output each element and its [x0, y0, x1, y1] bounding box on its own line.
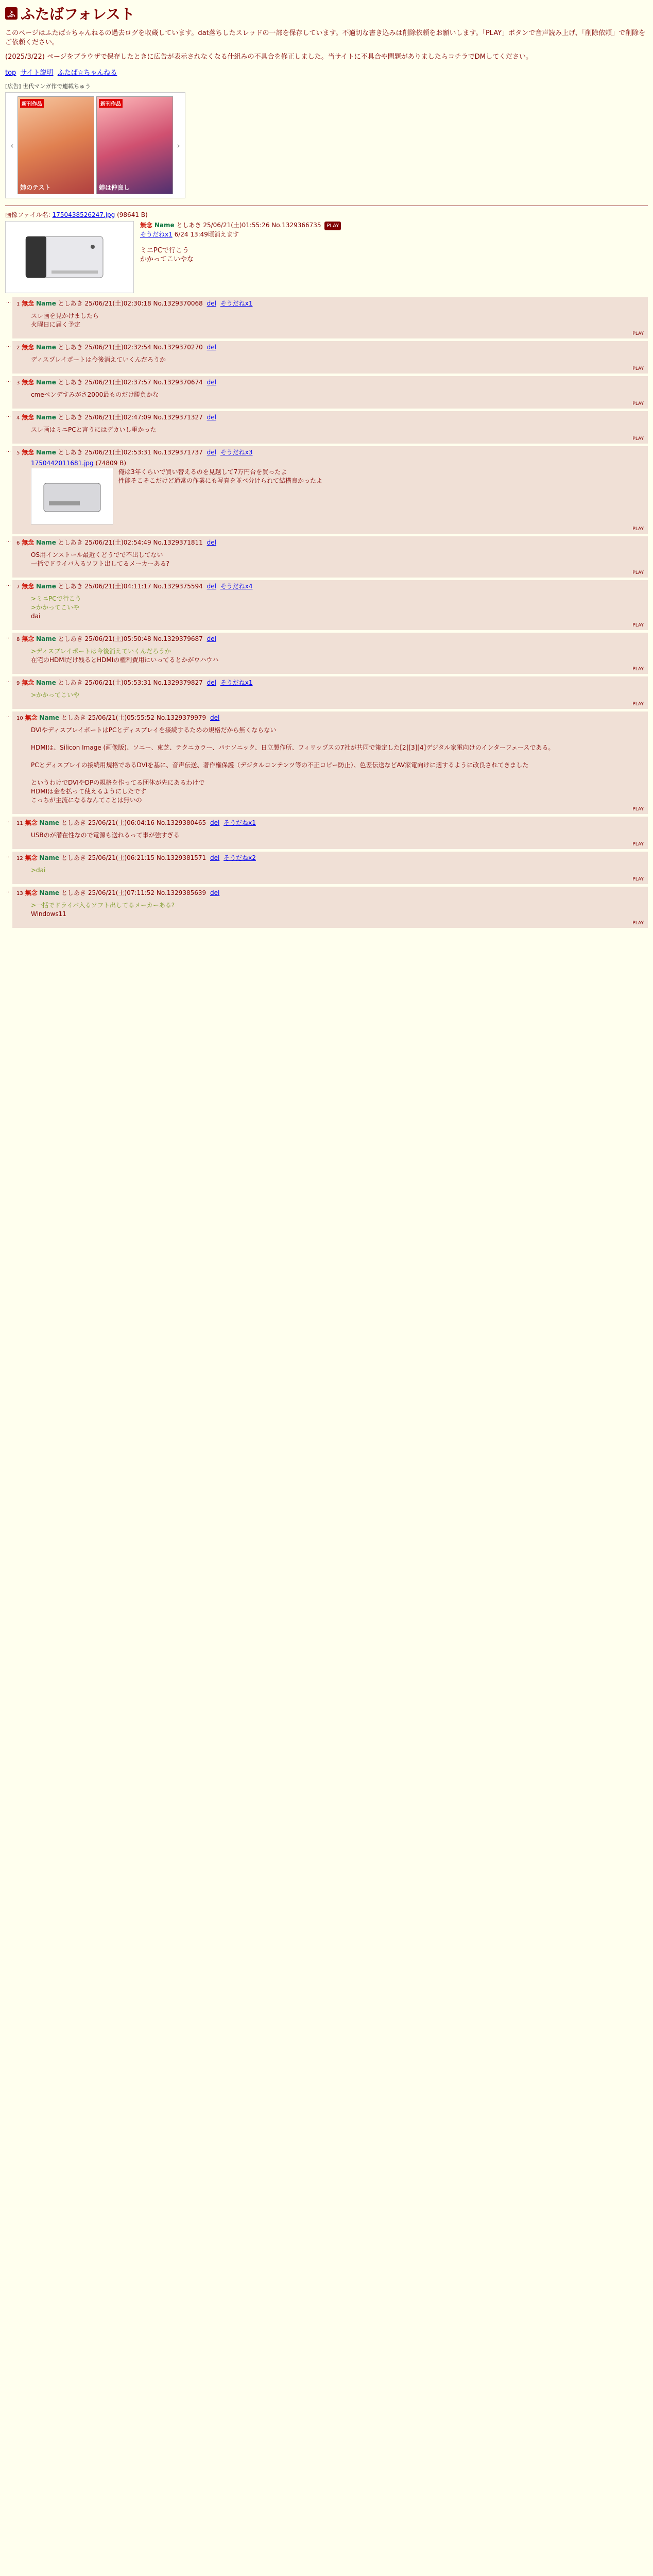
reply-poster: としあき	[61, 714, 87, 721]
reply-line: >一括でドライバ入るソフト出してるメーカーある?	[31, 902, 175, 909]
reply-line: cmeペンデすみがさ2000最ものだけ勝負かな	[31, 391, 159, 398]
reply-name: Name	[39, 854, 60, 861]
reply-subject: 無念	[22, 449, 35, 456]
reply-index: 5	[16, 450, 20, 456]
reply-post	[5, 711, 648, 814]
op-file-size: (98641 B)	[117, 211, 148, 218]
reply-file-info	[31, 460, 644, 467]
reply-post	[5, 676, 648, 709]
reply-line	[31, 752, 644, 761]
reply-body	[31, 726, 644, 805]
reply-number: No.1329370068	[153, 300, 203, 307]
reply-header	[16, 679, 644, 688]
reply-index: 11	[16, 821, 23, 826]
reply-number: No.1329371811	[153, 539, 203, 546]
reply-header	[16, 635, 644, 644]
delete-link[interactable]: del	[210, 889, 220, 896]
op-expiry: 6/24 13:49頃消えます	[174, 231, 239, 238]
reply-play-button[interactable]: PLAY	[632, 702, 644, 707]
delete-link[interactable]: del	[210, 819, 220, 826]
ad-cover-1[interactable]	[18, 96, 94, 194]
reply-name: Name	[36, 635, 56, 642]
reply-marker: …	[6, 819, 11, 824]
op-message	[140, 246, 341, 264]
reply-datetime: 25/06/21(土)06:21:15	[88, 854, 155, 861]
reply-subject: 無念	[25, 889, 38, 896]
reply-post	[5, 817, 648, 849]
reply-post	[5, 580, 648, 630]
reply-datetime: 25/06/21(土)02:47:09	[84, 414, 151, 421]
reply-post	[5, 411, 648, 444]
reply-number: No.1329370270	[153, 344, 203, 351]
reply-line: DVIやディスプレイポートはPCとディスプレイを接続するための規格だから無くならない	[31, 726, 277, 734]
reply-line: USBのが潜在性なので電源も送れるって事が強すぎる	[31, 832, 180, 839]
delete-link[interactable]: del	[207, 379, 216, 386]
soudane-link[interactable]: そうだねx1	[220, 300, 253, 307]
reply-name: Name	[36, 414, 56, 421]
reply-body	[31, 691, 644, 700]
reply-name: Name	[36, 679, 56, 686]
reply-post	[5, 297, 648, 338]
reply-line: HDMIは、Silicon Image (画像版)、ソニー、東芝、テクニカラー、パナソニック、日立製作所、フィリップスの7社が共同で策定した[2][3][4]デジタル家電向けのインターフェースである。	[31, 744, 555, 751]
reply-line: HDMIは金を払って使えるようにしたです	[31, 788, 147, 795]
reply-marker: …	[6, 889, 11, 894]
reply-poster: としあき	[58, 539, 83, 546]
reply-line: 性能そこそこだけど通常の作業にも写真を並べ分けられて結構良かったよ	[118, 477, 323, 484]
reply-datetime: 25/06/21(土)05:53:31	[84, 679, 151, 686]
op-file-info	[5, 210, 648, 219]
reply-line: PCとディスプレイの接続用規格であるDVIを基に、音声伝送、著作権保護（デジタルコンテンツ等の不正コピー防止）、色差伝送などAV家電向けに適するように改良されてきました	[31, 761, 529, 769]
reply-header	[16, 299, 644, 309]
reply-header	[16, 378, 644, 387]
nav-link-top[interactable]: top	[5, 69, 16, 77]
reply-body	[31, 426, 644, 434]
ad-label: [広告] 世代マンガ作で連載ちゅう	[5, 83, 91, 90]
op-soudane[interactable]: そうだねx1	[140, 231, 173, 238]
cover-title: 姉のテスト	[20, 184, 51, 191]
reply-poster: としあき	[58, 344, 83, 351]
op-post	[5, 221, 648, 293]
logo-icon: ふ	[5, 7, 18, 20]
site-logo[interactable]	[5, 3, 648, 24]
reply-datetime: 25/06/21(土)02:54:49	[84, 539, 151, 546]
reply-number: No.1329379827	[153, 679, 203, 686]
nav-links	[5, 67, 648, 77]
reply-image-block	[31, 468, 644, 524]
carousel-next-icon[interactable]: ›	[177, 140, 180, 150]
reply-marker: …	[6, 299, 11, 304]
reply-poster: としあき	[61, 854, 87, 861]
op-file-link[interactable]: 1750438526247.jpg	[52, 211, 115, 218]
reply-line: こっちが主流になるなんてことは無いの	[31, 796, 142, 804]
reply-line: 在宅のHDMIだけ残るとHDMIの権利費用にいってるとかがウハウハ	[31, 656, 219, 664]
reply-body	[118, 468, 322, 524]
reply-box	[12, 852, 648, 884]
reply-subject: 無念	[22, 414, 35, 421]
reply-name: Name	[39, 889, 60, 896]
delete-link[interactable]: del	[210, 854, 220, 861]
delete-link[interactable]: del	[207, 449, 216, 456]
reply-poster: としあき	[58, 635, 83, 642]
reply-play-button[interactable]: PLAY	[632, 877, 644, 882]
reply-poster: としあき	[61, 819, 87, 826]
reply-line: Windows11	[31, 910, 66, 918]
reply-header	[16, 538, 644, 548]
delete-link[interactable]: del	[207, 679, 216, 686]
delete-link[interactable]: del	[207, 300, 216, 307]
op-number: No.1329366735	[271, 222, 321, 229]
cover-badge: 新刊作品	[20, 99, 44, 108]
reply-box	[12, 580, 648, 630]
reply-box	[12, 376, 648, 409]
reply-number: No.1329379687	[153, 635, 203, 642]
reply-subject: 無念	[22, 379, 35, 386]
reply-box	[12, 297, 648, 338]
reply-header	[16, 819, 644, 828]
reply-index: 7	[16, 584, 20, 590]
reply-name: Name	[36, 449, 56, 456]
reply-subject: 無念	[22, 344, 35, 351]
reply-datetime: 25/06/21(土)02:53:31	[84, 449, 151, 456]
reply-play-button[interactable]: PLAY	[632, 570, 644, 575]
reply-datetime: 25/06/21(土)02:37:57	[84, 379, 151, 386]
reply-number: No.1329380465	[156, 819, 207, 826]
reply-number: No.1329371737	[153, 449, 203, 456]
reply-line: >dai	[31, 867, 46, 874]
reply-line: >かかってこいや	[31, 691, 80, 699]
reply-play-button[interactable]: PLAY	[632, 623, 644, 628]
delete-link[interactable]: del	[207, 414, 216, 421]
reply-name: Name	[36, 344, 56, 351]
reply-marker: …	[6, 343, 11, 348]
reply-poster: としあき	[58, 679, 83, 686]
site-notice	[5, 29, 648, 62]
reply-subject: 無念	[22, 300, 35, 307]
reply-line: スレ画を見かけましたら	[31, 312, 99, 319]
reply-post	[5, 852, 648, 884]
thread	[0, 210, 653, 928]
reply-post	[5, 887, 648, 928]
reply-box	[12, 676, 648, 709]
soudane-link[interactable]: そうだねx2	[224, 854, 256, 861]
reply-header	[16, 854, 644, 863]
reply-list	[5, 297, 648, 928]
reply-play-button[interactable]: PLAY	[632, 366, 644, 371]
reply-line: 俺は3年くらいで買い替えるのを見越して7万円台を買ったよ	[118, 468, 287, 476]
reply-body	[31, 391, 644, 399]
op-body	[140, 221, 341, 293]
reply-line: 火曜日に届く予定	[31, 321, 81, 328]
reply-box	[12, 536, 648, 578]
reply-box	[12, 817, 648, 849]
reply-box	[12, 887, 648, 928]
reply-name: Name	[36, 300, 56, 307]
delete-link[interactable]: del	[207, 344, 216, 351]
reply-marker: …	[6, 378, 11, 383]
reply-post	[5, 633, 648, 674]
reply-line: >かかってこいや	[31, 604, 80, 611]
reply-box	[12, 446, 648, 534]
reply-number: No.1329375594	[153, 583, 203, 590]
reply-poster: としあき	[58, 583, 83, 590]
reply-play-button[interactable]: PLAY	[632, 527, 644, 532]
reply-poster: としあき	[58, 449, 83, 456]
reply-header	[16, 343, 644, 352]
reply-index: 13	[16, 891, 23, 896]
reply-line: ディスプレイポートは今後消えていくんだろうか	[31, 356, 166, 363]
reply-index: 9	[16, 681, 20, 686]
reply-marker: …	[6, 854, 11, 859]
reply-play-button[interactable]: PLAY	[632, 436, 644, 442]
reply-subject: 無念	[22, 679, 35, 686]
reply-post	[5, 536, 648, 578]
reply-marker: …	[6, 679, 11, 684]
op-message-line: ミニPCで行こう	[140, 247, 189, 255]
site-header	[0, 0, 653, 198]
op-message-line: かかってこいやな	[140, 256, 194, 263]
reply-play-button[interactable]: PLAY	[632, 667, 644, 672]
reply-file-link[interactable]: 1750442011681.jpg	[31, 460, 94, 467]
reply-play-button[interactable]: PLAY	[632, 921, 644, 926]
reply-index: 8	[16, 637, 20, 642]
reply-body	[31, 595, 644, 621]
reply-header	[16, 413, 644, 422]
reply-index: 2	[16, 345, 20, 351]
reply-datetime: 25/06/21(土)06:04:16	[88, 819, 155, 826]
reply-datetime: 25/06/21(土)07:11:52	[88, 889, 155, 896]
reply-header	[16, 889, 644, 898]
reply-datetime: 25/06/21(土)04:11:17	[84, 583, 151, 590]
reply-subject: 無念	[25, 714, 38, 721]
reply-name: Name	[36, 379, 56, 386]
soudane-link[interactable]: そうだねx3	[220, 449, 253, 456]
ad-carousel[interactable]	[5, 92, 185, 198]
reply-post	[5, 446, 648, 534]
reply-thumbnail[interactable]	[31, 468, 113, 524]
notice-text-1: このページはふたば☆ちゃんねるの過去ログを収蔵しています。dat落ちしたスレッドの一部を保存しています。不適切な書き込みは削除依頼をお願いします。「PLAY」ボタンで音声読み上げ、「削除依頼」で削除をご依頼ください。	[5, 29, 646, 46]
reply-play-button[interactable]: PLAY	[632, 331, 644, 336]
reply-box	[12, 411, 648, 444]
reply-line: というわけでDVIやDPの規格を作ってる団体が先にあるわけで	[31, 779, 205, 786]
reply-body	[31, 901, 644, 919]
op-datetime: 25/06/21(土)01:55:26	[203, 222, 270, 229]
reply-subject: 無念	[22, 539, 35, 546]
reply-index: 4	[16, 415, 20, 421]
reply-index: 12	[16, 856, 23, 861]
reply-box	[12, 341, 648, 374]
reply-line: OS用インストール最近くどうでで不出してない	[31, 551, 163, 558]
reply-poster: としあき	[58, 300, 83, 307]
reply-poster: としあき	[58, 379, 83, 386]
reply-index: 6	[16, 540, 20, 546]
reply-subject: 無念	[22, 583, 35, 590]
reply-body	[31, 866, 644, 875]
mini-pc-image	[33, 470, 111, 522]
reply-line: スレ画はミニPCと言うにはデカいし重かった	[31, 426, 157, 433]
notice-text-2: (2025/3/22) ページをブラウザで保存したときに広告が表示されなくなる仕組みの不具合を修正しました。当サイトに不具合や問題がありましたらコチラでDMしてください。	[5, 53, 532, 61]
site-title: ふたばフォレスト	[21, 6, 135, 23]
reply-number: No.1329379979	[156, 714, 207, 721]
reply-play-button[interactable]: PLAY	[632, 842, 644, 847]
reply-body	[31, 831, 644, 840]
soudane-link[interactable]: そうだねx4	[220, 583, 253, 590]
op-name: Name	[154, 222, 175, 229]
reply-number: No.1329370674	[153, 379, 203, 386]
op-thumbnail[interactable]	[5, 221, 134, 293]
reply-body	[31, 312, 644, 329]
delete-link[interactable]: del	[207, 539, 216, 546]
op-play-button[interactable]: PLAY	[324, 222, 341, 230]
reply-file-size: (74809 B)	[95, 460, 127, 467]
ad-cover-2[interactable]	[96, 96, 173, 194]
reply-index: 1	[16, 301, 20, 307]
reply-line: >ディスプレイポートは今後消えていくんだろうか	[31, 648, 171, 655]
reply-name: Name	[39, 714, 60, 721]
mini-pc-image	[10, 226, 129, 288]
reply-number: No.1329381571	[156, 854, 207, 861]
reply-marker: …	[6, 714, 11, 719]
reply-datetime: 25/06/21(土)02:32:54	[84, 344, 151, 351]
reply-play-button[interactable]: PLAY	[632, 401, 644, 406]
carousel-prev-icon[interactable]: ‹	[10, 140, 14, 150]
reply-body	[31, 355, 644, 364]
reply-subject: 無念	[25, 854, 38, 861]
reply-marker: …	[6, 635, 11, 640]
reply-body	[31, 647, 644, 665]
reply-header	[16, 582, 644, 591]
reply-box	[12, 711, 648, 814]
reply-header	[16, 714, 644, 723]
op-poster: としあき	[176, 222, 201, 229]
reply-number: No.1329385639	[156, 889, 207, 896]
reply-index: 3	[16, 380, 20, 386]
reply-line	[31, 735, 644, 743]
op-subject: 無念	[140, 222, 153, 229]
reply-play-button[interactable]: PLAY	[632, 807, 644, 812]
delete-link[interactable]: del	[207, 635, 216, 642]
reply-marker: …	[6, 448, 11, 453]
reply-marker: …	[6, 582, 11, 587]
reply-header	[16, 448, 644, 457]
reply-line	[31, 770, 644, 778]
cover-title: 姉は仲良し	[99, 184, 130, 191]
delete-link[interactable]: del	[207, 583, 216, 590]
soudane-link[interactable]: そうだねx1	[224, 819, 256, 826]
reply-name: Name	[36, 539, 56, 546]
reply-body	[31, 551, 644, 568]
reply-line: dai	[31, 613, 41, 620]
reply-datetime: 25/06/21(土)02:30:18	[84, 300, 151, 307]
reply-box	[12, 633, 648, 674]
reply-line: >ミニPCで行こう	[31, 595, 81, 602]
reply-post	[5, 341, 648, 374]
nav-link-futaba[interactable]: ふたば☆ちゃんねる	[57, 69, 117, 77]
reply-line: 一括でドライバ入るソフト出してるメーカーある?	[31, 560, 170, 567]
reply-subject: 無念	[22, 635, 35, 642]
reply-subject: 無念	[25, 819, 38, 826]
reply-datetime: 25/06/21(土)05:50:48	[84, 635, 151, 642]
reply-post	[5, 376, 648, 409]
reply-poster: としあき	[58, 414, 83, 421]
reply-poster: としあき	[61, 889, 87, 896]
reply-marker: …	[6, 413, 11, 418]
nav-link-about[interactable]: サイト説明	[20, 69, 54, 77]
reply-index: 10	[16, 716, 23, 721]
reply-marker: …	[6, 538, 11, 544]
reply-name: Name	[39, 819, 60, 826]
file-label: 画像ファイル名:	[5, 211, 50, 218]
reply-number: No.1329371327	[153, 414, 203, 421]
cover-badge: 新刊作品	[99, 99, 123, 108]
delete-link[interactable]: del	[210, 714, 220, 721]
reply-datetime: 25/06/21(土)05:55:52	[88, 714, 155, 721]
soudane-link[interactable]: そうだねx1	[220, 679, 253, 686]
reply-name: Name	[36, 583, 56, 590]
